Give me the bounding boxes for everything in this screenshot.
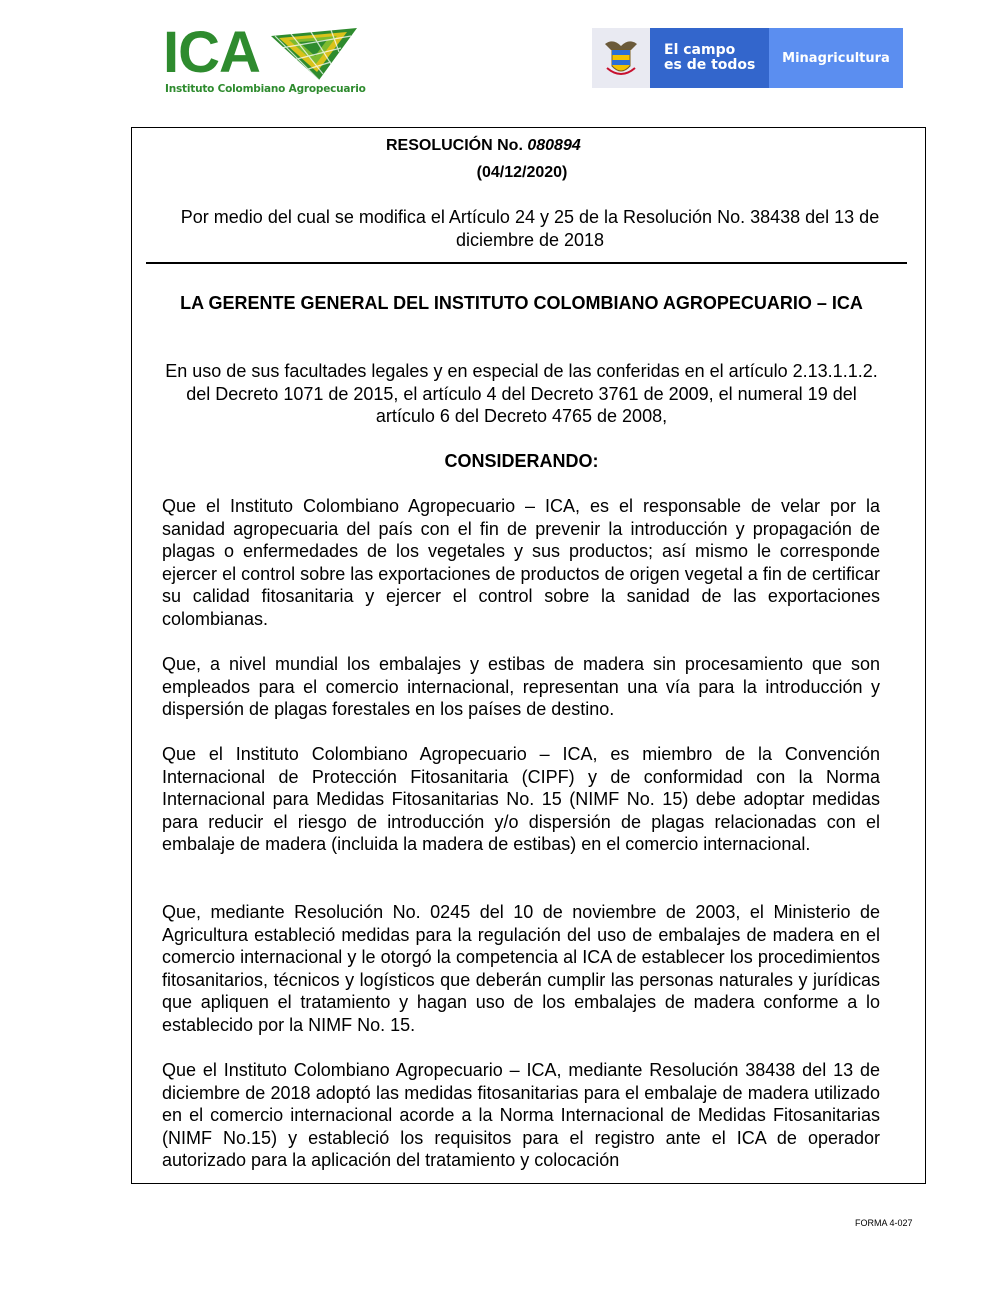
considerando-paragraph-1: Que el Instituto Colombiano Agropecuario – ICA, es el responsable de velar por la sanidad agropecuaria del país con el fin de prevenir la introducción y propagación de plagas o enfermedades de los vegetales y sus productos; así mismo le corresponde ejercer el control sobre las exportaciones de productos de origen vegetal a fin de certificar su calidad fitosanitaria y ejercer el control sobre la sanidad de las exportaciones colombianas. <box>162 496 880 629</box>
resolution-date: (04/12/2020) <box>476 164 568 181</box>
header-divider <box>146 262 907 264</box>
considerando-paragraph-3: Que el Instituto Colombiano Agropecuario – ICA, es miembro de la Convención Internacional de Protección Fitosanitaria (CIPF) y de conformidad con la Norma Internacional para Medidas Fitosanitarias No. 15 (NIMF No. 15) debe adoptar medidas para reducir el riesgo de introducción y/o dispersión de plagas relacionadas con el embalaje de madera (incluida la madera de estibas) en el comercio internacional. <box>162 744 880 855</box>
resolution-number <box>386 137 581 155</box>
campaign-slogan <box>650 28 769 88</box>
campaign-slogan-line2: es de todos <box>664 57 756 73</box>
considerando-heading: CONSIDERANDO: <box>444 451 599 471</box>
ica-logo <box>163 20 366 100</box>
government-logo <box>592 28 903 88</box>
ica-logo-acronym: ICA <box>163 20 260 85</box>
coat-of-arms-icon <box>592 28 650 88</box>
campaign-slogan-line1: El campo <box>664 42 736 58</box>
ica-logo-name: Instituto Colombiano Agropecuario <box>165 83 366 95</box>
considerando-paragraph-2: Que, a nivel mundial los embalajes y estibas de madera sin procesamiento que son empleados para el comercio internacional, representan una vía para la introducción y dispersión de plagas forestales en los países de destino. <box>162 654 880 720</box>
resolution-label: RESOLUCIÓN No. <box>386 137 523 154</box>
form-code: FORMA 4-027 <box>855 1218 913 1228</box>
resolution-description: Por medio del cual se modifica el Artículo 24 y 25 de la Resolución No. 38438 del 13 de diciembre de 2018 <box>180 207 880 250</box>
powers-paragraph: En uso de sus facultades legales y en especial de las conferidas en el artículo 2.13.1.1.2. del Decreto 1071 de 2015, el artículo 4 del Decreto 3761 de 2009, el numeral 19 del artículo 6 del Decreto 4765 de 2008, <box>165 361 878 427</box>
resolution-number-value: 080894 <box>527 137 581 154</box>
considerando-paragraph-4: Que, mediante Resolución No. 0245 del 10 de noviembre de 2003, el Ministerio de Agricultura estableció medidas para la regulación del uso de embalajes de madera en el comercio internacional y le otorgó la competencia al ICA de establecer los procedimientos fitosanitarios, técnicos y logísticos que deberán cumplir las personas naturales y jurídicas que apliquen el tratamiento y hagan uso de los embalajes de madera conforme a lo establecido por la NIMF No. 15. <box>162 902 880 1035</box>
authority-heading: LA GERENTE GENERAL DEL INSTITUTO COLOMBIANO AGROPECUARIO – ICA <box>180 293 863 313</box>
ica-leaf-icon <box>271 28 357 84</box>
considerando-paragraph-5: Que el Instituto Colombiano Agropecuario – ICA, mediante Resolución 38438 del 13 de diciembre de 2018 adoptó las medidas fitosanitarias para el embalaje de madera utilizado en el comercio internacional acorde a la Norma Internacional de Medidas Fitosanitarias (NIMF No.15) y estableció los requisitos para el registro ante el ICA de operador autorizado para la aplicación del tratamiento y colocación <box>162 1060 880 1171</box>
ministry-name: Minagricultura <box>769 28 903 88</box>
